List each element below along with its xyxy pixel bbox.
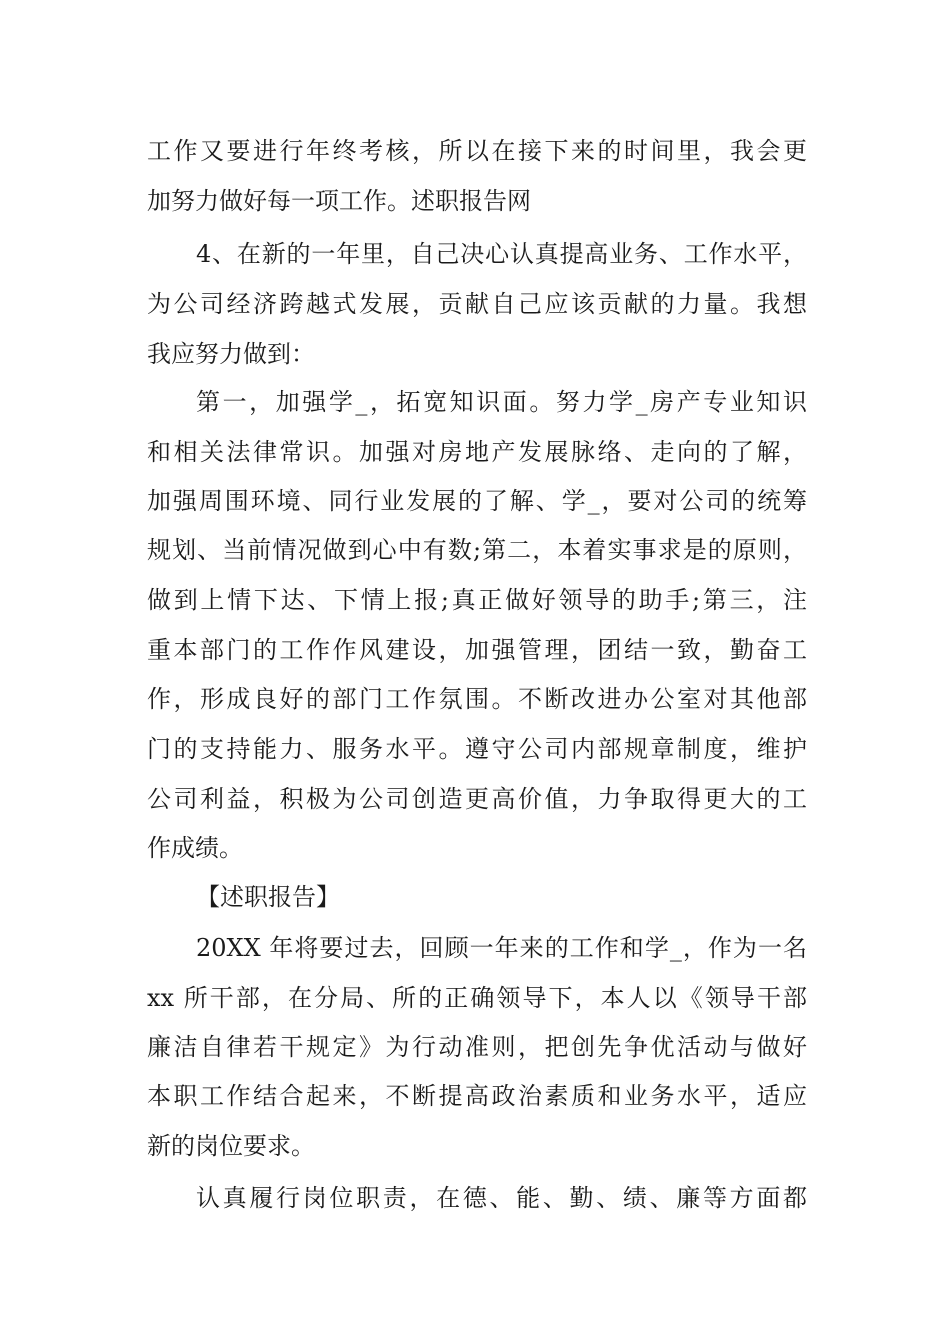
text-line: 和相关法律常识。加强对房地产发展脉络、走向的了解， — [147, 438, 807, 466]
text-line: 认真履行岗位职责，在德、能、勤、绩、廉等方面都 — [196, 1184, 807, 1212]
text-line: xx 所干部，在分局、所的正确领导下，本人以《领导干部 — [147, 984, 807, 1012]
text-line: 新的岗位要求。 — [147, 1132, 315, 1160]
text-line: 廉洁自律若干规定》为行动准则，把创先争优活动与做好 — [147, 1033, 807, 1061]
text-line: 门的支持能力、服务水平。遵守公司内部规章制度，维护 — [147, 735, 807, 763]
section-heading: 【述职报告】 — [196, 883, 340, 911]
text-line: 加努力做好每一项工作。述职报告网 — [147, 187, 531, 215]
text-line: 20XX 年将要过去，回顾一年来的工作和学_，作为一名 — [196, 934, 807, 962]
text-line: 作成绩。 — [147, 834, 243, 862]
text-line: 规划、当前情况做到心中有数;第二，本着实事求是的原则， — [147, 536, 807, 564]
text-line: 工作又要进行年终考核，所以在接下来的时间里，我会更 — [147, 137, 807, 165]
text-line: 本职工作结合起来，不断提高政治素质和业务水平，适应 — [147, 1082, 807, 1110]
text-line: 公司利益，积极为公司创造更高价值，力争取得更大的工 — [147, 785, 807, 813]
text-line: 我应努力做到： — [147, 340, 315, 368]
text-line: 做到上情下达、下情上报;真正做好领导的助手;第三，注 — [147, 586, 807, 614]
text-line: 重本部门的工作作风建设，加强管理，团结一致，勤奋工 — [147, 636, 807, 664]
text-line: 4、在新的一年里，自己决心认真提高业务、工作水平， — [196, 240, 807, 268]
text-line: 作，形成良好的部门工作氛围。不断改进办公室对其他部 — [147, 685, 807, 713]
text-line: 为公司经济跨越式发展，贡献自己应该贡献的力量。我想 — [147, 290, 807, 318]
text-line: 加强周围环境、同行业发展的了解、学_，要对公司的统筹 — [147, 487, 807, 515]
text-line: 第一，加强学_，拓宽知识面。努力学_房产专业知识 — [196, 388, 807, 416]
